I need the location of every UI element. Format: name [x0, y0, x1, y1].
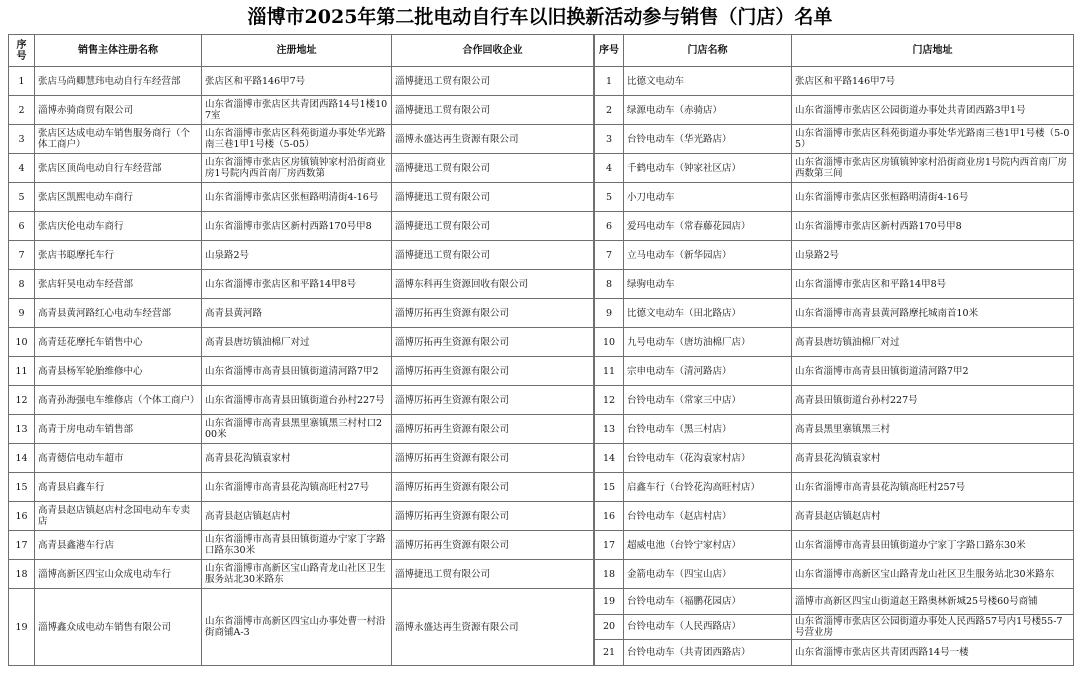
store-name: 金箭电动车（四宝山店） — [624, 560, 792, 589]
store-row — [595, 473, 1074, 502]
header-store-name: 门店名称 — [624, 35, 792, 67]
store-no: 18 — [595, 560, 624, 589]
store-address: 高青县赵店镇赵店村 — [792, 502, 1074, 531]
entity-address: 山东省淄博市高新区宝山路青龙山社区卫生服务站北30米路东 — [202, 560, 392, 589]
store-no: 16 — [595, 502, 624, 531]
entity-partner: 淄博厉拓再生资源有限公司 — [392, 299, 594, 328]
entity-partner: 淄博厉拓再生资源有限公司 — [392, 386, 594, 415]
entity-address: 山东省淄博市张店区共青团西路14号1楼107室 — [202, 96, 392, 125]
entity-name: 高青县启鑫车行 — [35, 473, 202, 502]
store-row — [595, 67, 1074, 96]
entity-row — [9, 415, 594, 444]
entity-address: 山东省淄博市高青县田镇街道办宁家丁字路口路东30米 — [202, 531, 392, 560]
entity-name: 淄博鑫众成电动车销售有限公司 — [35, 589, 202, 666]
store-no: 3 — [595, 125, 624, 154]
entity-partner: 淄博厉拓再生资源有限公司 — [392, 328, 594, 357]
entity-address: 山东省淄博市高新区四宝山办事处曹一村沿街商铺A-3 — [202, 589, 392, 666]
store-no: 20 — [595, 614, 624, 640]
store-address: 高青县黑里寨镇黑三村 — [792, 415, 1074, 444]
store-row — [595, 183, 1074, 212]
store-address: 山东省淄博市张店区新村西路170号甲8 — [792, 212, 1074, 241]
entity-name: 张店轩昊电动车经营部 — [35, 270, 202, 299]
entity-name: 淄博赤骑商贸有限公司 — [35, 96, 202, 125]
store-name: 台铃电动车（华光路店） — [624, 125, 792, 154]
store-address: 山东省淄博市张店区和平路14甲8号 — [792, 270, 1074, 299]
store-table-header — [595, 35, 1074, 67]
entity-partner: 淄博厉拓再生资源有限公司 — [392, 357, 594, 386]
entity-partner: 淄博厉拓再生资源有限公司 — [392, 444, 594, 473]
store-name: 超威电池（台铃宁家村店） — [624, 531, 792, 560]
store-no: 6 — [595, 212, 624, 241]
entity-row — [9, 125, 594, 154]
entity-no: 2 — [9, 96, 35, 125]
store-name: 比德文电动车（田北路店） — [624, 299, 792, 328]
header-store-address: 门店地址 — [792, 35, 1074, 67]
entity-name: 张店书聪摩托车行 — [35, 241, 202, 270]
entity-no: 10 — [9, 328, 35, 357]
store-no: 5 — [595, 183, 624, 212]
entity-no: 8 — [9, 270, 35, 299]
store-name: 台铃电动车（共青团西路店） — [624, 640, 792, 666]
entity-no: 15 — [9, 473, 35, 502]
entity-address: 山东省淄博市张店区科苑街道办事处华光路南三巷1甲1号楼（5-05） — [202, 125, 392, 154]
store-row — [595, 614, 1074, 640]
header-partner: 合作回收企业 — [392, 35, 594, 67]
store-row — [595, 589, 1074, 615]
entity-no: 9 — [9, 299, 35, 328]
entity-partner: 淄博捷迅工贸有限公司 — [392, 96, 594, 125]
entity-row — [9, 270, 594, 299]
store-row — [595, 415, 1074, 444]
entity-address: 高青县黄河路 — [202, 299, 392, 328]
store-address: 高青县花沟镇袁家村 — [792, 444, 1074, 473]
store-no: 4 — [595, 154, 624, 183]
store-row — [595, 125, 1074, 154]
entity-partner: 淄博捷迅工贸有限公司 — [392, 67, 594, 96]
store-name: 台铃电动车（花沟袁家村店） — [624, 444, 792, 473]
entity-address: 张店区和平路146甲7号 — [202, 67, 392, 96]
entity-address: 山东省淄博市高青县花沟镇高旺村27号 — [202, 473, 392, 502]
store-address: 山东省淄博市高青县田镇街道清河路7甲2 — [792, 357, 1074, 386]
entity-no: 14 — [9, 444, 35, 473]
entity-partner: 淄博捷迅工贸有限公司 — [392, 212, 594, 241]
entity-address: 山东省淄博市张店区和平路14甲8号 — [202, 270, 392, 299]
entity-row — [9, 589, 594, 666]
entity-row — [9, 531, 594, 560]
entity-partner: 淄博厉拓再生资源有限公司 — [392, 415, 594, 444]
entity-address: 高青县花沟镇袁家村 — [202, 444, 392, 473]
store-address: 高青县唐坊镇油棉厂对过 — [792, 328, 1074, 357]
store-address: 张店区和平路146甲7号 — [792, 67, 1074, 96]
store-name: 台铃电动车（常家三中店） — [624, 386, 792, 415]
entity-address: 山东省淄博市高青县黑里寨镇黑三村村口200米 — [202, 415, 392, 444]
store-address: 山东省淄博市张店区公园街道办事处人民西路57号内1号楼55-7号营业房 — [792, 614, 1074, 640]
entity-name: 高青德信电动车超市 — [35, 444, 202, 473]
entity-partner: 淄博捷迅工贸有限公司 — [392, 241, 594, 270]
store-name: 小刀电动车 — [624, 183, 792, 212]
store-name: 台铃电动车（赵店村店） — [624, 502, 792, 531]
store-name: 台铃电动车（黑三村店） — [624, 415, 792, 444]
entity-partner: 淄博捷迅工贸有限公司 — [392, 560, 594, 589]
entity-row — [9, 444, 594, 473]
store-row — [595, 241, 1074, 270]
store-row — [595, 270, 1074, 299]
store-no: 19 — [595, 589, 624, 615]
entity-name: 高青廷花摩托车销售中心 — [35, 328, 202, 357]
entity-no: 5 — [9, 183, 35, 212]
store-row — [595, 212, 1074, 241]
store-name: 立马电动车（新华园店） — [624, 241, 792, 270]
store-no: 7 — [595, 241, 624, 270]
header-no: 序号 — [9, 35, 35, 67]
store-no: 10 — [595, 328, 624, 357]
entity-name: 高青于房电动车销售部 — [35, 415, 202, 444]
entity-name: 高青县杨军轮胎维修中心 — [35, 357, 202, 386]
entity-table — [8, 34, 594, 666]
entity-row — [9, 154, 594, 183]
store-table — [594, 34, 1074, 666]
store-address: 山东省淄博市张店区科苑街道办事处华光路南三巷1甲1号楼（5-05） — [792, 125, 1074, 154]
store-address: 山东省淄博市高青县花沟镇高旺村257号 — [792, 473, 1074, 502]
store-row — [595, 531, 1074, 560]
store-address: 山东省淄博市张店区公园街道办事处共青团西路3甲1号 — [792, 96, 1074, 125]
store-name: 台铃电动车（福鹏花园店） — [624, 589, 792, 615]
entity-no: 3 — [9, 125, 35, 154]
store-no: 9 — [595, 299, 624, 328]
store-address: 山东省淄博市张店区共青团西路14号一楼 — [792, 640, 1074, 666]
store-row — [595, 444, 1074, 473]
store-no: 11 — [595, 357, 624, 386]
entity-partner: 淄博东科再生资源回收有限公司 — [392, 270, 594, 299]
entity-address: 山东省淄博市高青县田镇街道清河路7甲2 — [202, 357, 392, 386]
entity-partner: 淄博捷迅工贸有限公司 — [392, 183, 594, 212]
entity-table-header — [9, 35, 594, 67]
entity-name: 张店庆伦电动车商行 — [35, 212, 202, 241]
entity-row — [9, 473, 594, 502]
entity-row — [9, 502, 594, 531]
entity-no: 18 — [9, 560, 35, 589]
store-name: 宗申电动车（清河路店） — [624, 357, 792, 386]
entity-no: 7 — [9, 241, 35, 270]
store-name: 绿源电动车（赤骑店） — [624, 96, 792, 125]
entity-row — [9, 241, 594, 270]
entity-address: 高青县赵店镇赵店村 — [202, 502, 392, 531]
entity-no: 13 — [9, 415, 35, 444]
entity-name: 张店区顶尚电动自行车经营部 — [35, 154, 202, 183]
store-name: 启鑫车行（台铃花沟高旺村店） — [624, 473, 792, 502]
store-row — [595, 154, 1074, 183]
entity-row — [9, 386, 594, 415]
entity-name: 高青县赵店镇赵店村念国电动车专卖店 — [35, 502, 202, 531]
header-entity: 销售主体注册名称 — [35, 35, 202, 67]
header-store-no: 序号 — [595, 35, 624, 67]
entity-name: 淄博高新区四宝山众成电动车行 — [35, 560, 202, 589]
store-address: 淄博市高新区四宝山街道赵王路奥林新城25号楼60号商铺 — [792, 589, 1074, 615]
entity-partner: 淄博永盛达再生资源有限公司 — [392, 125, 594, 154]
entity-row — [9, 183, 594, 212]
entity-address: 山东省淄博市高青县田镇街道台孙村227号 — [202, 386, 392, 415]
entity-no: 19 — [9, 589, 35, 666]
store-no: 1 — [595, 67, 624, 96]
store-no: 17 — [595, 531, 624, 560]
store-address: 山东省淄博市高青县黄河路摩托城南首10米 — [792, 299, 1074, 328]
store-no: 14 — [595, 444, 624, 473]
store-name: 台铃电动车（人民西路店） — [624, 614, 792, 640]
entity-address: 山东省淄博市张店区新村西路170号甲8 — [202, 212, 392, 241]
store-name: 爱玛电动车（常春藤花园店） — [624, 212, 792, 241]
store-no: 8 — [595, 270, 624, 299]
entity-row — [9, 212, 594, 241]
store-name: 比德文电动车 — [624, 67, 792, 96]
store-address: 山东省淄博市高新区宝山路青龙山社区卫生服务站北30米路东 — [792, 560, 1074, 589]
store-no: 12 — [595, 386, 624, 415]
entity-no: 1 — [9, 67, 35, 96]
header-address: 注册地址 — [202, 35, 392, 67]
entity-row — [9, 328, 594, 357]
entity-address: 山泉路2号 — [202, 241, 392, 270]
page-title: 淄博市2025年第二批电动自行车以旧换新活动参与销售（门店）名单 — [247, 6, 833, 28]
entity-no: 6 — [9, 212, 35, 241]
entity-row — [9, 67, 594, 96]
entity-name: 高青县鑫港车行店 — [35, 531, 202, 560]
store-row — [595, 640, 1074, 666]
sheet — [8, 34, 1072, 666]
entity-no: 17 — [9, 531, 35, 560]
entity-partner: 淄博厉拓再生资源有限公司 — [392, 473, 594, 502]
store-address: 山东省淄博市高青县田镇街道办宁家丁字路口路东30米 — [792, 531, 1074, 560]
entity-partner: 淄博永盛达再生资源有限公司 — [392, 589, 594, 666]
entity-address: 高青县唐坊镇油棉厂对过 — [202, 328, 392, 357]
entity-address: 山东省淄博市张店区房镇镇钟家村沿街商业房1号院内西首南厂房西数第 — [202, 154, 392, 183]
entity-row — [9, 357, 594, 386]
store-address: 高青县田镇街道台孙村227号 — [792, 386, 1074, 415]
store-no: 2 — [595, 96, 624, 125]
entity-no: 12 — [9, 386, 35, 415]
store-name: 绿驹电动车 — [624, 270, 792, 299]
store-no: 21 — [595, 640, 624, 666]
entity-row — [9, 96, 594, 125]
store-row — [595, 357, 1074, 386]
store-row — [595, 299, 1074, 328]
entity-partner: 淄博厉拓再生资源有限公司 — [392, 502, 594, 531]
entity-row — [9, 560, 594, 589]
store-row — [595, 386, 1074, 415]
entity-no: 4 — [9, 154, 35, 183]
store-name: 千鹤电动车（钟家社区店） — [624, 154, 792, 183]
store-no: 13 — [595, 415, 624, 444]
entity-no: 11 — [9, 357, 35, 386]
entity-address: 山东省淄博市张店区张桓路明清街4-16号 — [202, 183, 392, 212]
entity-name: 高青孙海强电车维修店（个体工商户） — [35, 386, 202, 415]
entity-name: 张店马尚卿慧玮电动自行车经营部 — [35, 67, 202, 96]
entity-name: 张店区达成电动车销售服务商行（个体工商户） — [35, 125, 202, 154]
store-address: 山泉路2号 — [792, 241, 1074, 270]
entity-name: 张店区凯熙电动车商行 — [35, 183, 202, 212]
store-row — [595, 96, 1074, 125]
entity-name: 高青县黄河路红心电动车经营部 — [35, 299, 202, 328]
store-row — [595, 502, 1074, 531]
store-address: 山东省淄博市张店区房镇镇钟家村沿街商业房1号院内西首南厂房西数第三间 — [792, 154, 1074, 183]
store-row — [595, 328, 1074, 357]
entity-row — [9, 299, 594, 328]
store-no: 15 — [595, 473, 624, 502]
store-row — [595, 560, 1074, 589]
entity-partner: 淄博捷迅工贸有限公司 — [392, 154, 594, 183]
store-name: 九号电动车（唐坊油棉厂店） — [624, 328, 792, 357]
store-address: 山东省淄博市张店区张桓路明清街4-16号 — [792, 183, 1074, 212]
entity-partner: 淄博厉拓再生资源有限公司 — [392, 531, 594, 560]
entity-no: 16 — [9, 502, 35, 531]
